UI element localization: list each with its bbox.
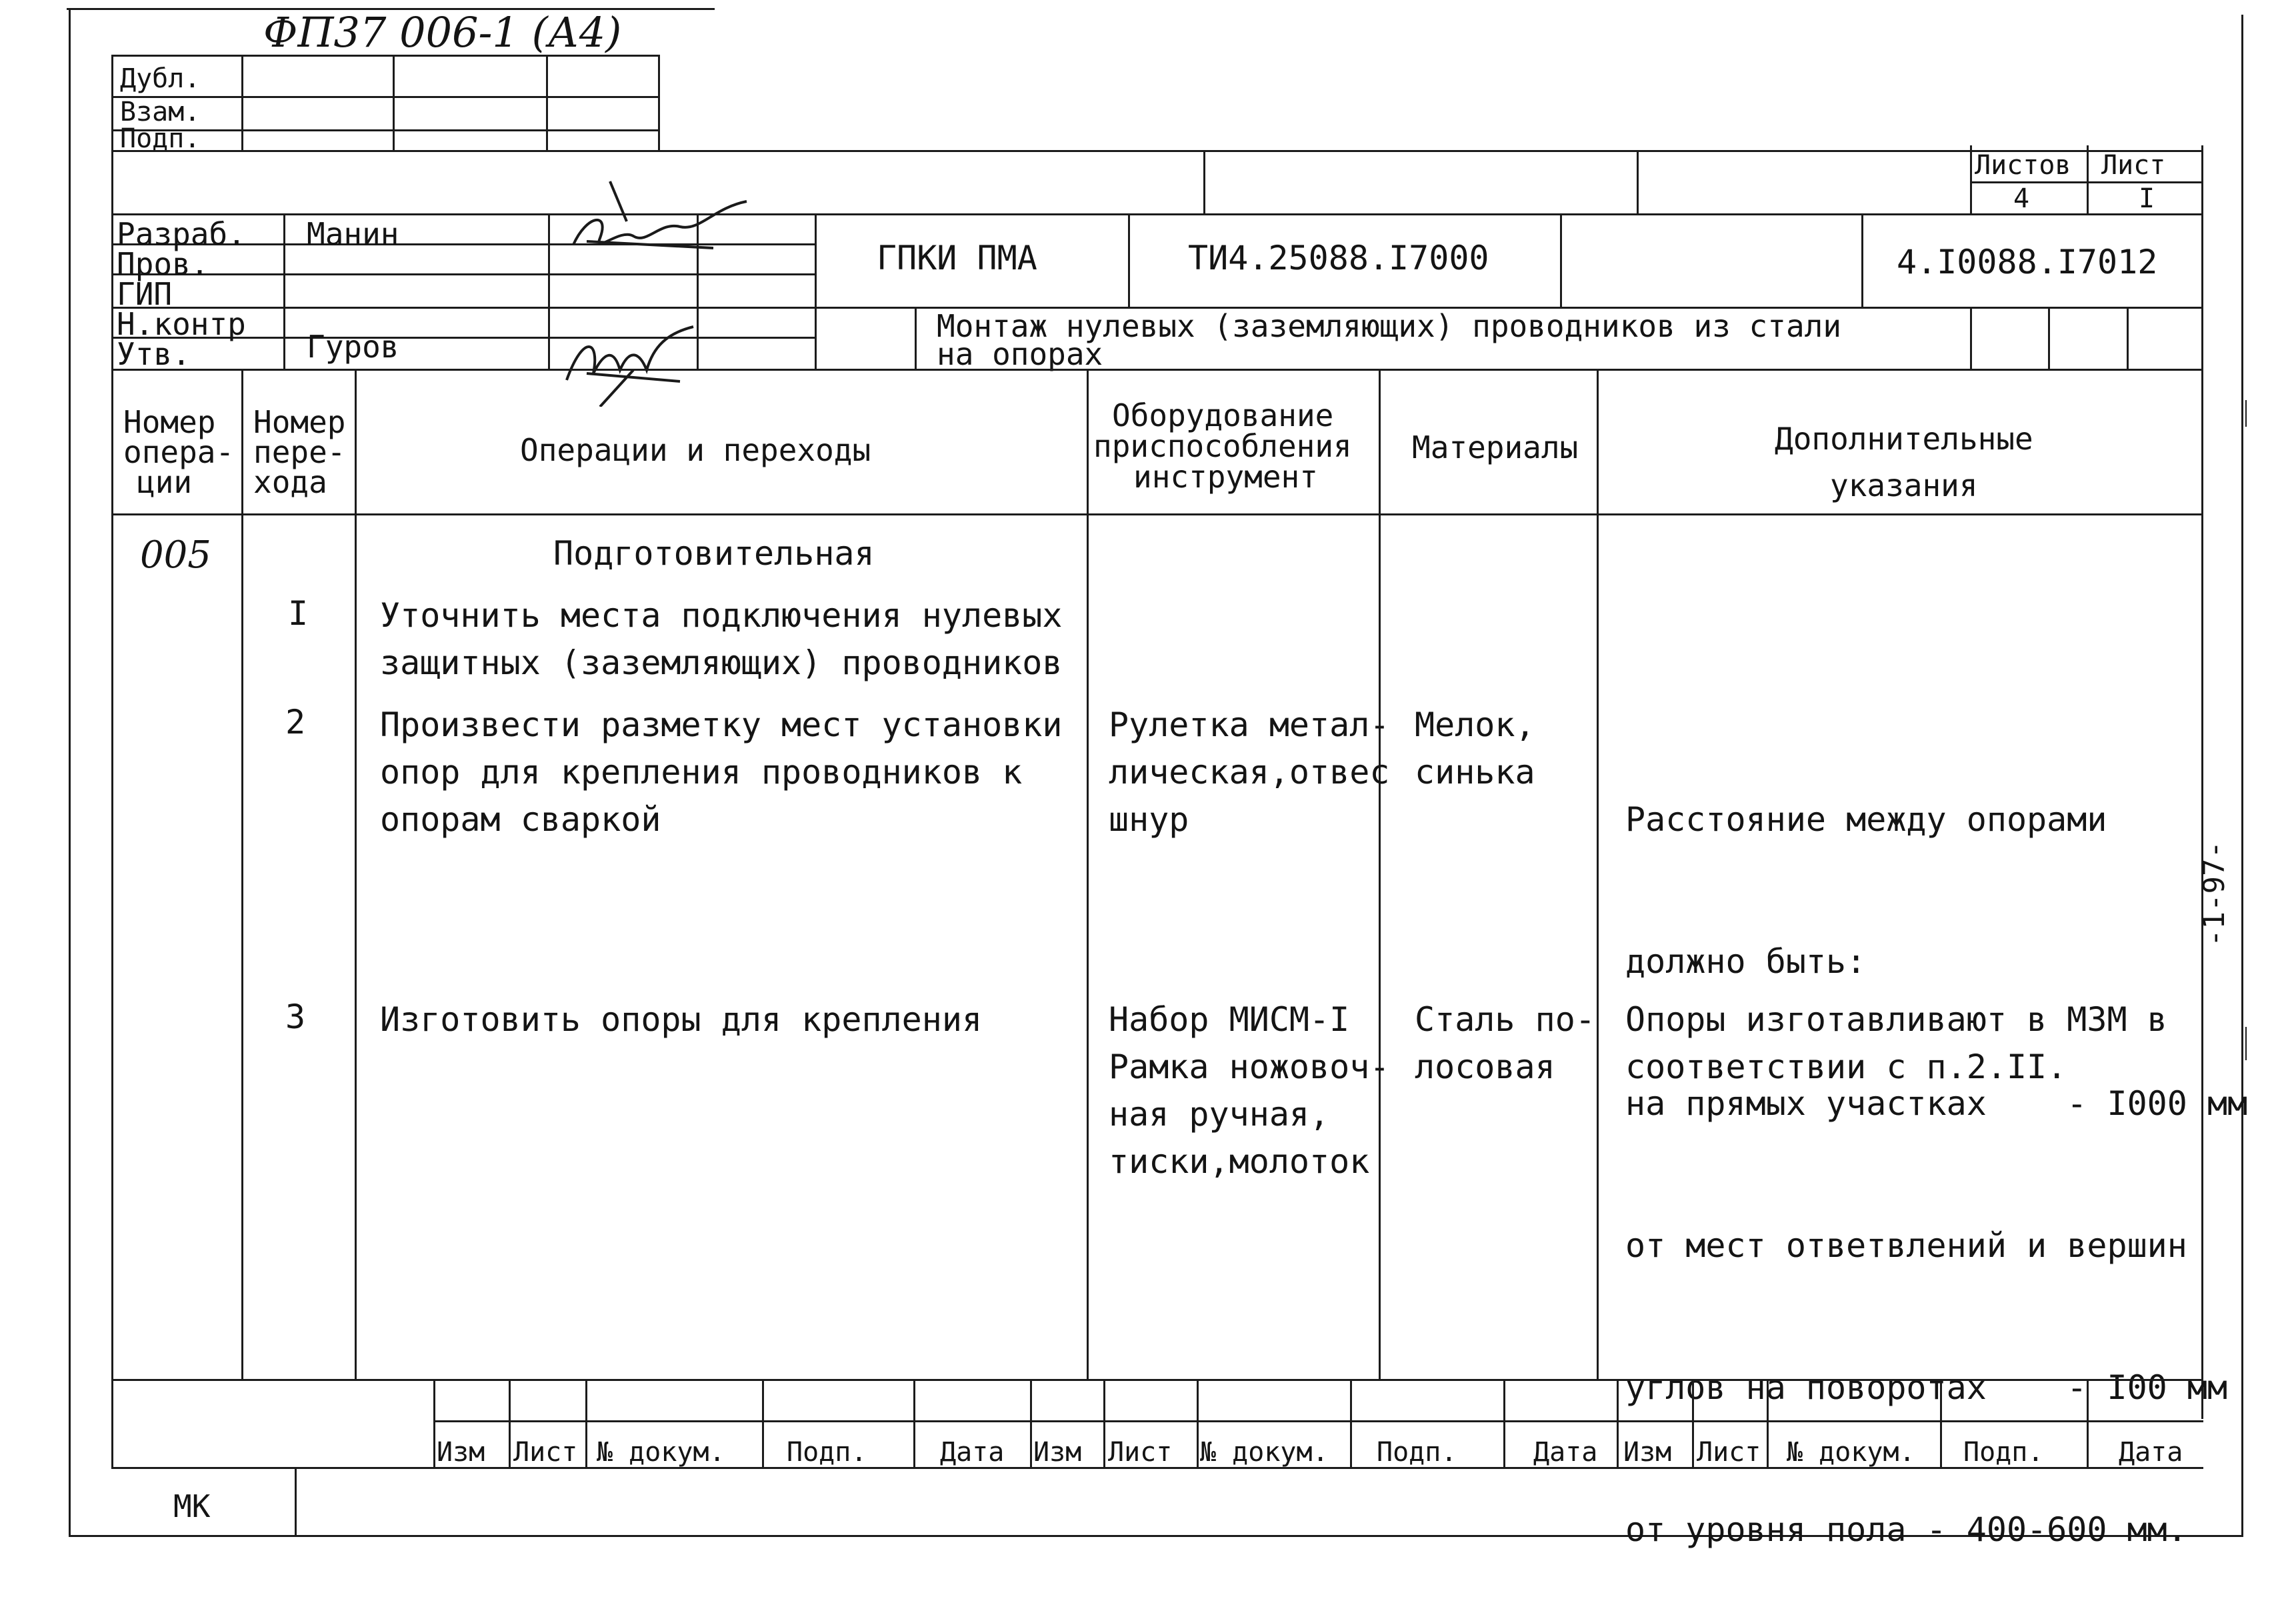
doc-title-line-1: Монтаж нулевых (заземляющих) проводников из стали	[937, 308, 1842, 344]
step-2-number: 2	[285, 703, 306, 741]
footer-date-1: Дата	[940, 1437, 1005, 1468]
footer-date-2: Дата	[1533, 1437, 1598, 1468]
footer-sign-1: Подп.	[787, 1437, 867, 1468]
footer-date-3: Дата	[2119, 1437, 2183, 1468]
col-tr-no-1: Номер	[253, 404, 346, 440]
col-operations: Операции и переходы	[520, 432, 871, 468]
outer-left-border	[69, 8, 71, 1536]
margin-note: -1-97-	[2197, 841, 2231, 947]
developer-signature	[547, 175, 760, 275]
step-3-equipment: Набор МИСМ-I Рамка ножовоч- ная ручная, тиски,молоток	[1109, 1000, 1390, 1181]
role-dev: Разраб.	[117, 216, 246, 252]
sheets-total-value: 4	[2013, 183, 2030, 214]
footer-sign-2: Подп.	[1377, 1437, 1457, 1468]
footer-doc-2: № докум.	[1200, 1437, 1329, 1468]
step-3-text: Изготовить опоры для крепления	[380, 1000, 983, 1039]
role-norm: Н.контр	[117, 306, 246, 342]
operation-number: 005	[140, 533, 211, 577]
step-1-text: Уточнить места подключения нулевых защитных (заземляющих) проводников	[380, 596, 1063, 682]
form-type: МК	[173, 1488, 211, 1524]
role-approve: Утв.	[117, 336, 191, 372]
footer-list-3: Лист	[1697, 1437, 1761, 1468]
col-notes-2: указания	[1830, 467, 1978, 503]
col-op-no-2: опера-	[123, 434, 235, 470]
footer-izm-3: Изм	[1623, 1437, 1672, 1468]
approver-name: Гуров	[307, 329, 399, 365]
col-notes-1: Дополнительные	[1775, 421, 2033, 457]
footer-doc-3: № докум.	[1787, 1437, 1915, 1468]
col-tr-no-3: хода	[253, 464, 327, 500]
form-code: ФП37 006-1 (А4)	[263, 8, 622, 57]
role-check: Пров.	[117, 246, 209, 282]
step-1-number: I	[288, 594, 309, 633]
col-equip-3: инструмент	[1133, 459, 1318, 495]
org-name: ГПКИ ПМА	[877, 239, 1037, 277]
doc-number: 4.I0088.I7012	[1897, 243, 2158, 281]
footer-list-1: Лист	[513, 1437, 578, 1468]
col-tr-no-2: пере-	[253, 434, 346, 470]
footer-doc-1: № докум.	[597, 1437, 725, 1468]
footer-sign-3: Подп.	[1963, 1437, 2044, 1468]
footer-izm-2: Изм	[1033, 1437, 1082, 1468]
label-vzam: Взам.	[120, 97, 201, 127]
sheet-value: I	[2139, 183, 2155, 214]
label-podp: Подп.	[120, 123, 201, 154]
step-2-materials: Мелок, синька	[1415, 705, 1535, 791]
col-op-no-3: ции	[137, 464, 193, 500]
step-3-materials: Сталь по- лосовая	[1415, 1000, 1595, 1086]
col-materials: Материалы	[1412, 429, 1579, 465]
step-2-notes: Расстояние между опорами должно быть: на прямых участках - I000 мм от мест ответвлений и вершин углов на поворотах - I00 мм от уровня пола - 400-600 мм.	[1625, 800, 2248, 1549]
footer-izm-1: Изм	[437, 1437, 485, 1468]
step-2-text: Произвести разметку мест установки опор для крепления проводников к опорам сваркой	[380, 705, 1063, 839]
step-2-equipment: Рулетка метал- лическая,отвес шнур	[1109, 705, 1390, 839]
role-gip: ГИП	[117, 276, 173, 312]
label-dubl: Дубл.	[120, 63, 201, 94]
footer-list-2: Лист	[1108, 1437, 1173, 1468]
approver-signature	[547, 307, 720, 407]
doc-code: ТИ4.25088.I7000	[1188, 239, 1489, 277]
doc-title-line-2: на опорах	[937, 336, 1103, 372]
col-equip-2: приспособления	[1093, 428, 1352, 464]
sheet-label: Лист	[2101, 150, 2166, 181]
col-op-no-1: Номер	[123, 404, 216, 440]
col-equip-1: Оборудование	[1112, 397, 1334, 433]
developer-name: Манин	[307, 216, 399, 252]
step-3-notes: Опоры изготавливают в МЗМ в соответствии с п.2.II.	[1625, 1000, 2167, 1086]
sheets-total-label: Листов	[1975, 150, 2071, 181]
operation-name: Подготовительная	[553, 534, 875, 573]
step-3-number: 3	[285, 998, 306, 1036]
